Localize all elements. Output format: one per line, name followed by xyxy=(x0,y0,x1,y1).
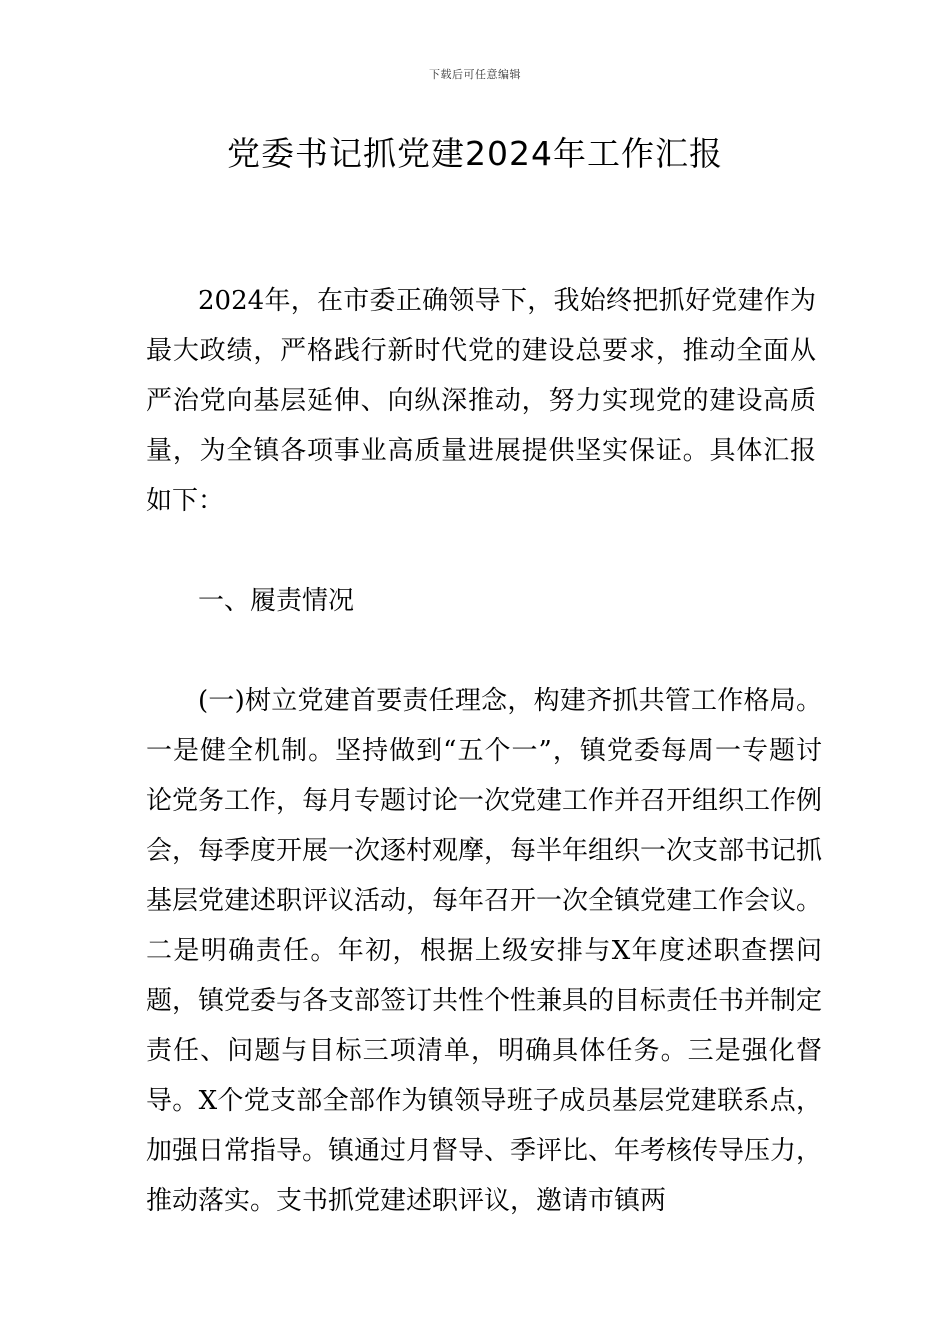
section-paragraph: (一)树立党建首要责任理念，构建齐抓共管工作格局。一是健全机制。坚持做到“五个一”，镇党委每周一专题讨论党务工作，每月专题讨论一次党建工作并召开组织工作例会，每季度开展一次逐村观摩，每半年组织一次支部书记抓基层党建述职评议活动，每年召开一次全镇党建工作会议。二是明确责任。年初，根据上级安排与X年度述职查摆问题，镇党委与各支部签订共性个性兼具的目标责任书并制定责任、问题与目标三项清单，明确具体任务。三是强化督导。X个党支部全部作为镇领导班子成员基层党建联系点，加强日常指导。镇通过月督导、季评比、年考核传导压力，推动落实。支书抓党建述职评议，邀请市镇两 xyxy=(146,686,823,1216)
header-note: 下载后可任意编辑 xyxy=(429,68,521,81)
section-heading: 一、履责情况 xyxy=(198,586,355,616)
document-title: 党委书记抓党建2024年工作汇报 xyxy=(227,134,723,173)
intro-paragraph: 2024年，在市委正确领导下，我始终把抓好党建作为最大政绩，严格践行新时代党的建设总要求，推动全面从严治党向基层延伸、向纵深推动，努力实现党的建设高质量，为全镇各项事业高质量进展提供坚实保证。具体汇报如下： xyxy=(146,286,816,516)
